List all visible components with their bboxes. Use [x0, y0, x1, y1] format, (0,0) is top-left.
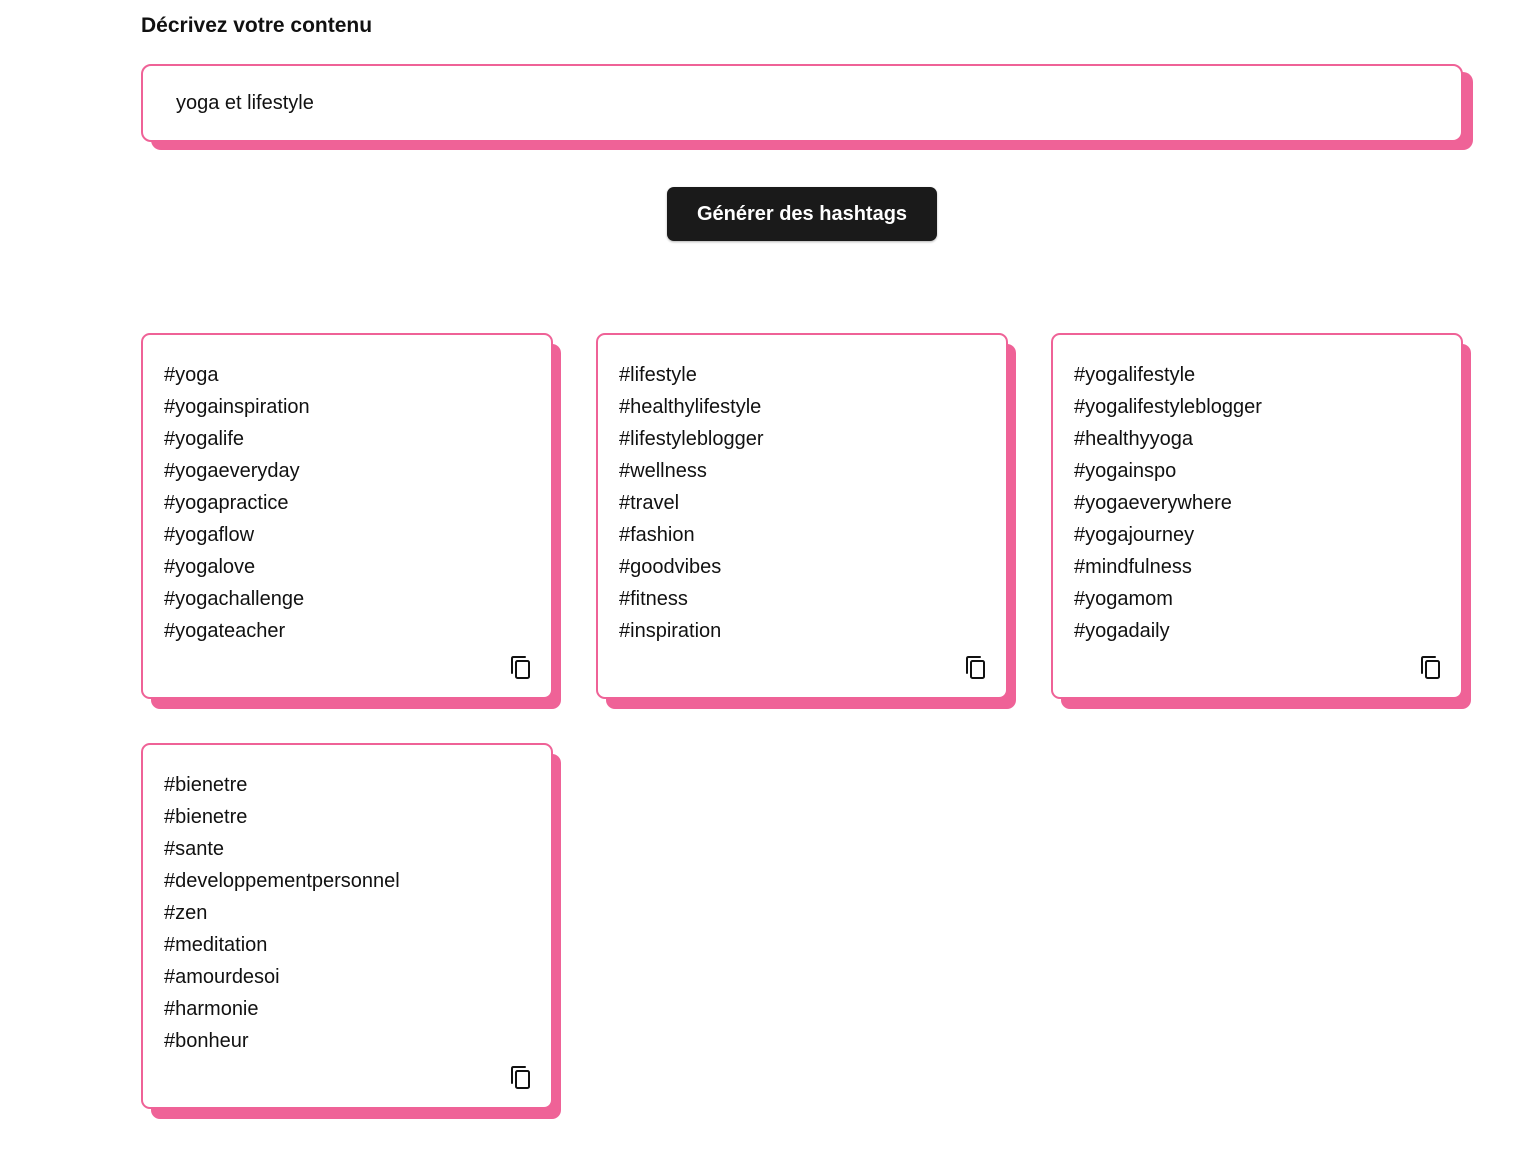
hashtag-item: #goodvibes [619, 556, 722, 578]
hashtag-item: #harmonie [164, 998, 259, 1020]
content-description-input[interactable] [176, 88, 1376, 118]
copy-icon [1419, 655, 1443, 681]
hashtag-item: #zen [164, 902, 208, 924]
hashtag-item: #yogateacher [164, 620, 286, 642]
hashtag-item: #fitness [619, 588, 688, 610]
copy-button[interactable] [509, 1065, 533, 1091]
hashtag-item: #yogalifestyleblogger [1074, 396, 1262, 418]
hashtag-item: #developpementpersonnel [164, 870, 400, 892]
copy-icon [509, 655, 533, 681]
hashtag-item: #inspiration [619, 620, 722, 642]
hashtag-item: #healthylifestyle [619, 396, 762, 418]
copy-icon [964, 655, 988, 681]
hashtag-item: #yogajourney [1074, 524, 1195, 546]
hashtag-item: #yogainspo [1074, 460, 1177, 482]
hashtag-card [141, 743, 553, 1109]
hashtag-card [1051, 333, 1463, 699]
hashtag-list [164, 769, 400, 1057]
hashtag-card-body [141, 333, 553, 699]
hashtag-item: #yogainspiration [164, 396, 310, 418]
hashtag-item: #meditation [164, 934, 268, 956]
copy-button[interactable] [964, 655, 988, 681]
copy-icon [509, 1065, 533, 1091]
hashtag-item: #healthyyoga [1074, 428, 1193, 450]
hashtag-item: #yogaflow [164, 524, 255, 546]
hashtag-card [596, 333, 1008, 699]
hashtag-item: #bonheur [164, 1030, 249, 1052]
hashtag-item: #yogachallenge [164, 588, 305, 610]
copy-button[interactable] [1419, 655, 1443, 681]
hashtag-item: #yoga [164, 364, 219, 386]
hashtag-item: #yogaeverywhere [1074, 492, 1232, 514]
hashtag-item: #yogalove [164, 556, 256, 578]
content-input-box[interactable] [141, 64, 1463, 142]
hashtag-item: #yogaeveryday [164, 460, 300, 482]
hashtag-item: #lifestyle [619, 364, 697, 386]
hashtag-card-body [141, 743, 553, 1109]
hashtag-item: #bienetre [164, 774, 248, 796]
hashtag-item: #fashion [619, 524, 695, 546]
hashtag-list [164, 359, 310, 647]
hashtag-item: #yogadaily [1074, 620, 1170, 642]
hashtag-item: #mindfulness [1074, 556, 1192, 578]
hashtag-item: #wellness [619, 460, 707, 482]
hashtag-item: #amourdesoi [164, 966, 280, 988]
hashtag-item: #yogapractice [164, 492, 289, 514]
hashtag-item: #yogamom [1074, 588, 1173, 610]
hashtag-item: #bienetre [164, 806, 248, 828]
hashtag-card [141, 333, 553, 699]
generate-hashtags-button[interactable]: Générer des hashtags [667, 187, 937, 241]
hashtag-list [1074, 359, 1262, 647]
hashtag-list [619, 359, 764, 647]
copy-button[interactable] [509, 655, 533, 681]
hashtag-card-body [1051, 333, 1463, 699]
hashtag-item: #travel [619, 492, 680, 514]
hashtag-card-body [596, 333, 1008, 699]
content-input-container [141, 64, 1463, 142]
content-description-label: Décrivez votre contenu [141, 14, 373, 37]
hashtag-item: #yogalife [164, 428, 245, 450]
hashtag-item: #lifestyleblogger [619, 428, 764, 450]
hashtag-item: #yogalifestyle [1074, 364, 1196, 386]
hashtag-item: #sante [164, 838, 225, 860]
